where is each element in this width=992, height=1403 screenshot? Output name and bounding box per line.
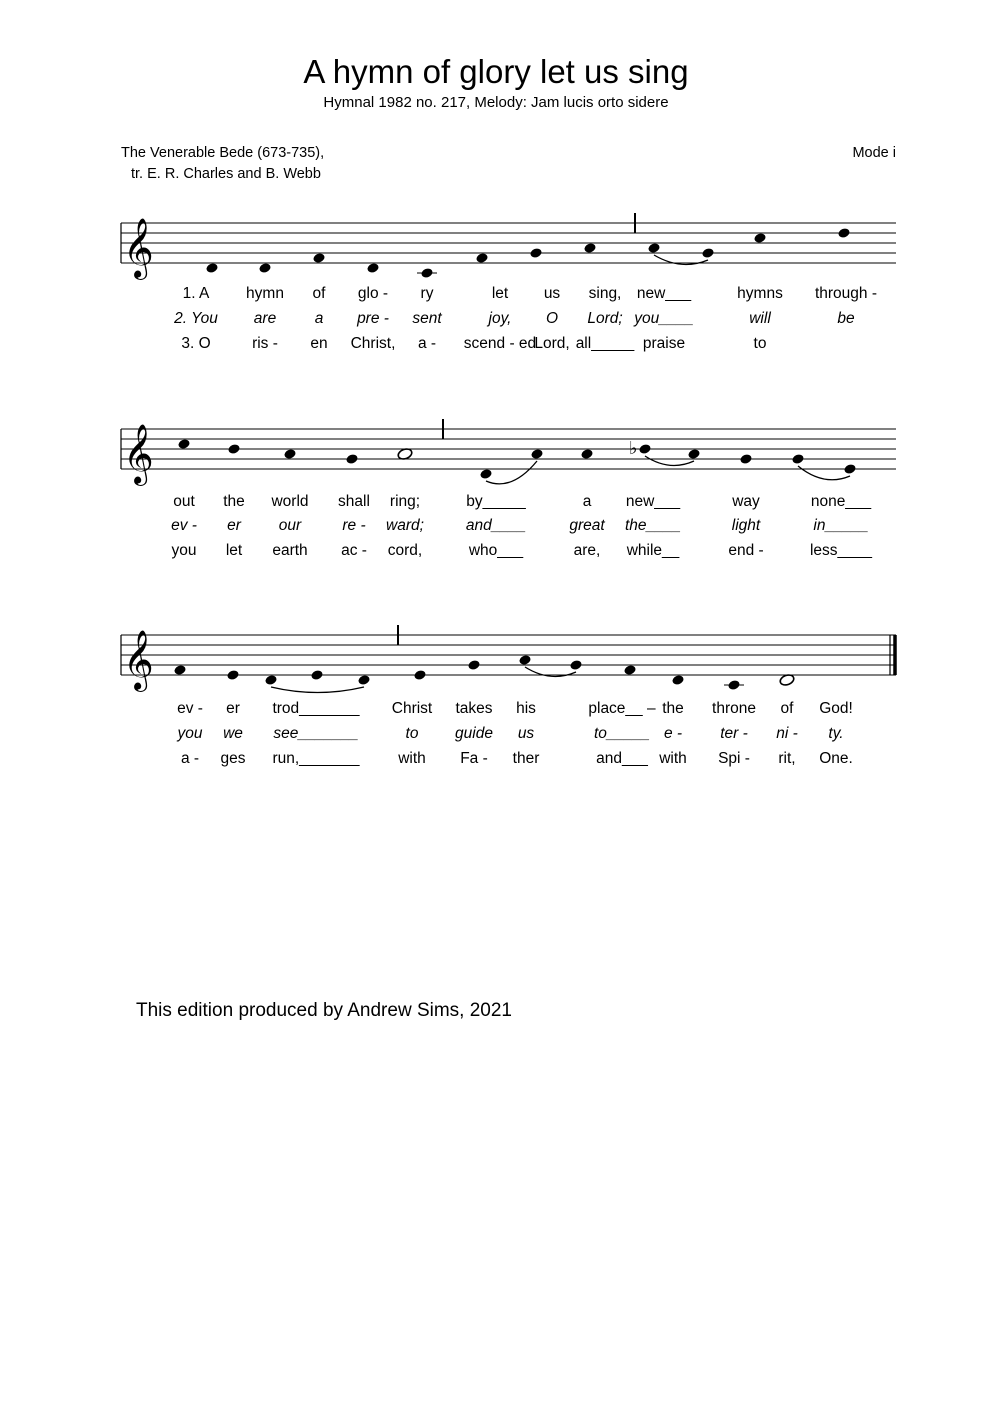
lyric-syllable: to [753,335,767,352]
lyric-syllable: hymn [246,285,284,302]
lyric-syllable: are, [573,542,601,559]
lyric-syllable: trod_______ [272,700,360,717]
lyric-syllable: sent [412,310,442,327]
lyric-syllable: glo - [357,285,389,302]
lyric-syllable: by_____ [466,493,526,510]
note-head [177,438,190,450]
lyric-syllable: run,_______ [272,750,360,767]
treble-clef-icon: 𝄞 [123,218,154,278]
lyric-syllable: guide [455,725,493,742]
lyric-syllable: and___ [596,750,648,767]
lyric-syllable: a [582,493,592,510]
note-head [837,227,850,239]
note-head [479,468,492,480]
lyric-syllable: Fa - [460,750,488,767]
lyric-syllable: ther [512,750,540,767]
lyric-syllable: new___ [636,285,692,302]
flat-icon: ♭ [629,438,638,459]
lyric-syllable: Christ [391,700,433,717]
lyric-syllable: place__ – [588,700,656,717]
lyric-syllable: you [171,542,197,559]
translator-credit: tr. E. R. Charles and B. Webb [131,166,321,182]
lyric-syllable: ris - [252,335,278,352]
lyric-syllable: new___ [625,493,681,510]
lyric-syllable: we [223,725,243,742]
lyric-syllable: you [177,725,203,742]
lyric-syllable: of [780,700,794,717]
lyric-syllable: our [278,517,302,534]
treble-clef-icon: 𝄞 [123,630,154,690]
lyric-syllable: to [405,725,419,742]
note-head [226,669,239,681]
lyric-syllable: God! [819,700,853,717]
note-head [791,453,804,465]
lyric-syllable: light [731,517,761,534]
lyric-syllable: pre - [357,310,389,327]
note-head [312,252,325,264]
lyric-syllable: One. [819,750,853,767]
lyric-syllable: see_______ [273,725,359,742]
lyric-syllable: the [662,700,684,717]
lyric-syllable: world [271,493,309,510]
lyric-syllable: ward; [386,517,424,534]
page-subtitle: Hymnal 1982 no. 217, Melody: Jam lucis orto sidere [323,94,669,111]
lyric-syllable: his [516,700,536,717]
lyric-syllable: with [398,750,426,767]
lyric-syllable: who___ [468,542,524,559]
note-head [413,669,426,681]
lyric-syllable: way [732,493,760,510]
lyric-syllable: none___ [810,493,872,510]
lyric-syllable: ac - [341,542,367,559]
note-head [357,674,370,686]
lyric-syllable: a - [417,335,437,352]
lyric-syllable: ter - [720,725,748,742]
lyric-syllable: scend - ed [463,335,537,352]
lyric-syllable: shall [338,493,370,510]
note-head [843,463,856,475]
note-head [420,267,433,279]
lyric-syllable: to_____ [593,725,651,742]
lyric-syllable: takes [455,700,493,717]
note-head [580,448,593,460]
lyric-syllable: e - [663,725,683,742]
note-head [623,664,636,676]
lyric-syllable: ges [220,750,246,767]
lyric-syllable: 2. You [174,310,218,327]
slur [645,456,694,465]
lyric-syllable: Lord; [587,310,623,327]
lyric-syllable: throne [712,700,756,717]
lyric-syllable: joy, [488,310,512,327]
lyric-syllable: praise [642,335,686,352]
lyric-syllable: Spi - [718,750,750,767]
lyric-syllable: end - [728,542,764,559]
note-head [701,247,714,259]
lyric-syllable: er [226,700,240,717]
note-head [727,679,740,691]
note-head [739,453,752,465]
note-head [638,443,651,455]
note-head [647,242,660,254]
lyric-syllable: a - [180,750,200,767]
lyric-syllable: you____ [634,310,694,327]
lyric-syllable: great [569,517,605,534]
lyric-syllable: a [314,310,324,327]
note-head [467,659,480,671]
edition-credit: This edition produced by Andrew Sims, 2021 [136,1000,512,1021]
note-head [671,674,684,686]
page-title: A hymn of glory let us sing [303,53,689,90]
lyric-syllable: Lord, [534,335,570,352]
slur [798,466,850,480]
lyric-syllable: us [543,285,561,302]
lyric-syllable: ev - [177,700,203,717]
slur [486,461,537,484]
lyric-syllable: us [517,725,535,742]
treble-clef-icon: 𝄞 [123,424,154,484]
lyric-syllable: cord, [387,542,423,559]
lyric-syllable: er [227,517,241,534]
lyric-syllable: ring; [389,493,421,510]
lyric-syllable: re - [342,517,366,534]
note-head [687,448,700,460]
lyric-syllable: while__ [626,542,680,559]
lyric-syllable: in_____ [813,517,869,534]
lyric-syllable: O [545,310,559,327]
note-head [227,443,240,455]
lyric-syllable: 3. O [181,335,211,352]
note-head [583,242,596,254]
note-head [258,262,271,274]
lyric-syllable: ry [420,285,434,302]
note-head [753,232,766,244]
note-head [530,448,543,460]
lyric-syllable: out [173,493,195,510]
lyric-syllable: and____ [465,517,527,534]
lyric-syllable: with [659,750,687,767]
note-head [264,674,277,686]
note-head [529,247,542,259]
note-head [205,262,218,274]
lyric-syllable: are [253,310,277,327]
lyric-syllable: let [225,542,243,559]
lyric-syllable: of [312,285,326,302]
note-head [569,659,582,671]
lyric-syllable: be [837,310,855,327]
lyric-syllable: the [223,493,245,510]
note-head [475,252,488,264]
lyric-syllable: 1. A [182,285,210,302]
lyric-syllable: hymns [737,285,783,302]
author-credit: The Venerable Bede (673-735), [121,145,325,161]
slur [271,687,364,693]
lyric-syllable: earth [272,542,308,559]
lyric-syllable: will [749,310,771,327]
note-head [366,262,379,274]
lyric-syllable: less____ [809,542,873,559]
lyric-syllable: let [491,285,509,302]
note-head [518,654,531,666]
lyric-syllable: en [310,335,328,352]
mode-label: Mode i [852,145,896,161]
lyric-syllable: ev - [171,517,197,534]
lyric-syllable: through - [814,285,878,302]
lyric-syllable: ty. [828,725,844,742]
note-head [345,453,358,465]
note-head [173,664,186,676]
lyric-syllable: rit, [778,750,796,767]
lyric-syllable: sing, [588,285,622,302]
note-head [283,448,296,460]
lyric-syllable: ni - [776,725,798,742]
note-head [310,669,323,681]
lyric-syllable: Christ, [350,335,396,352]
lyric-syllable: all_____ [575,335,635,352]
lyric-syllable: the____ [624,517,682,534]
